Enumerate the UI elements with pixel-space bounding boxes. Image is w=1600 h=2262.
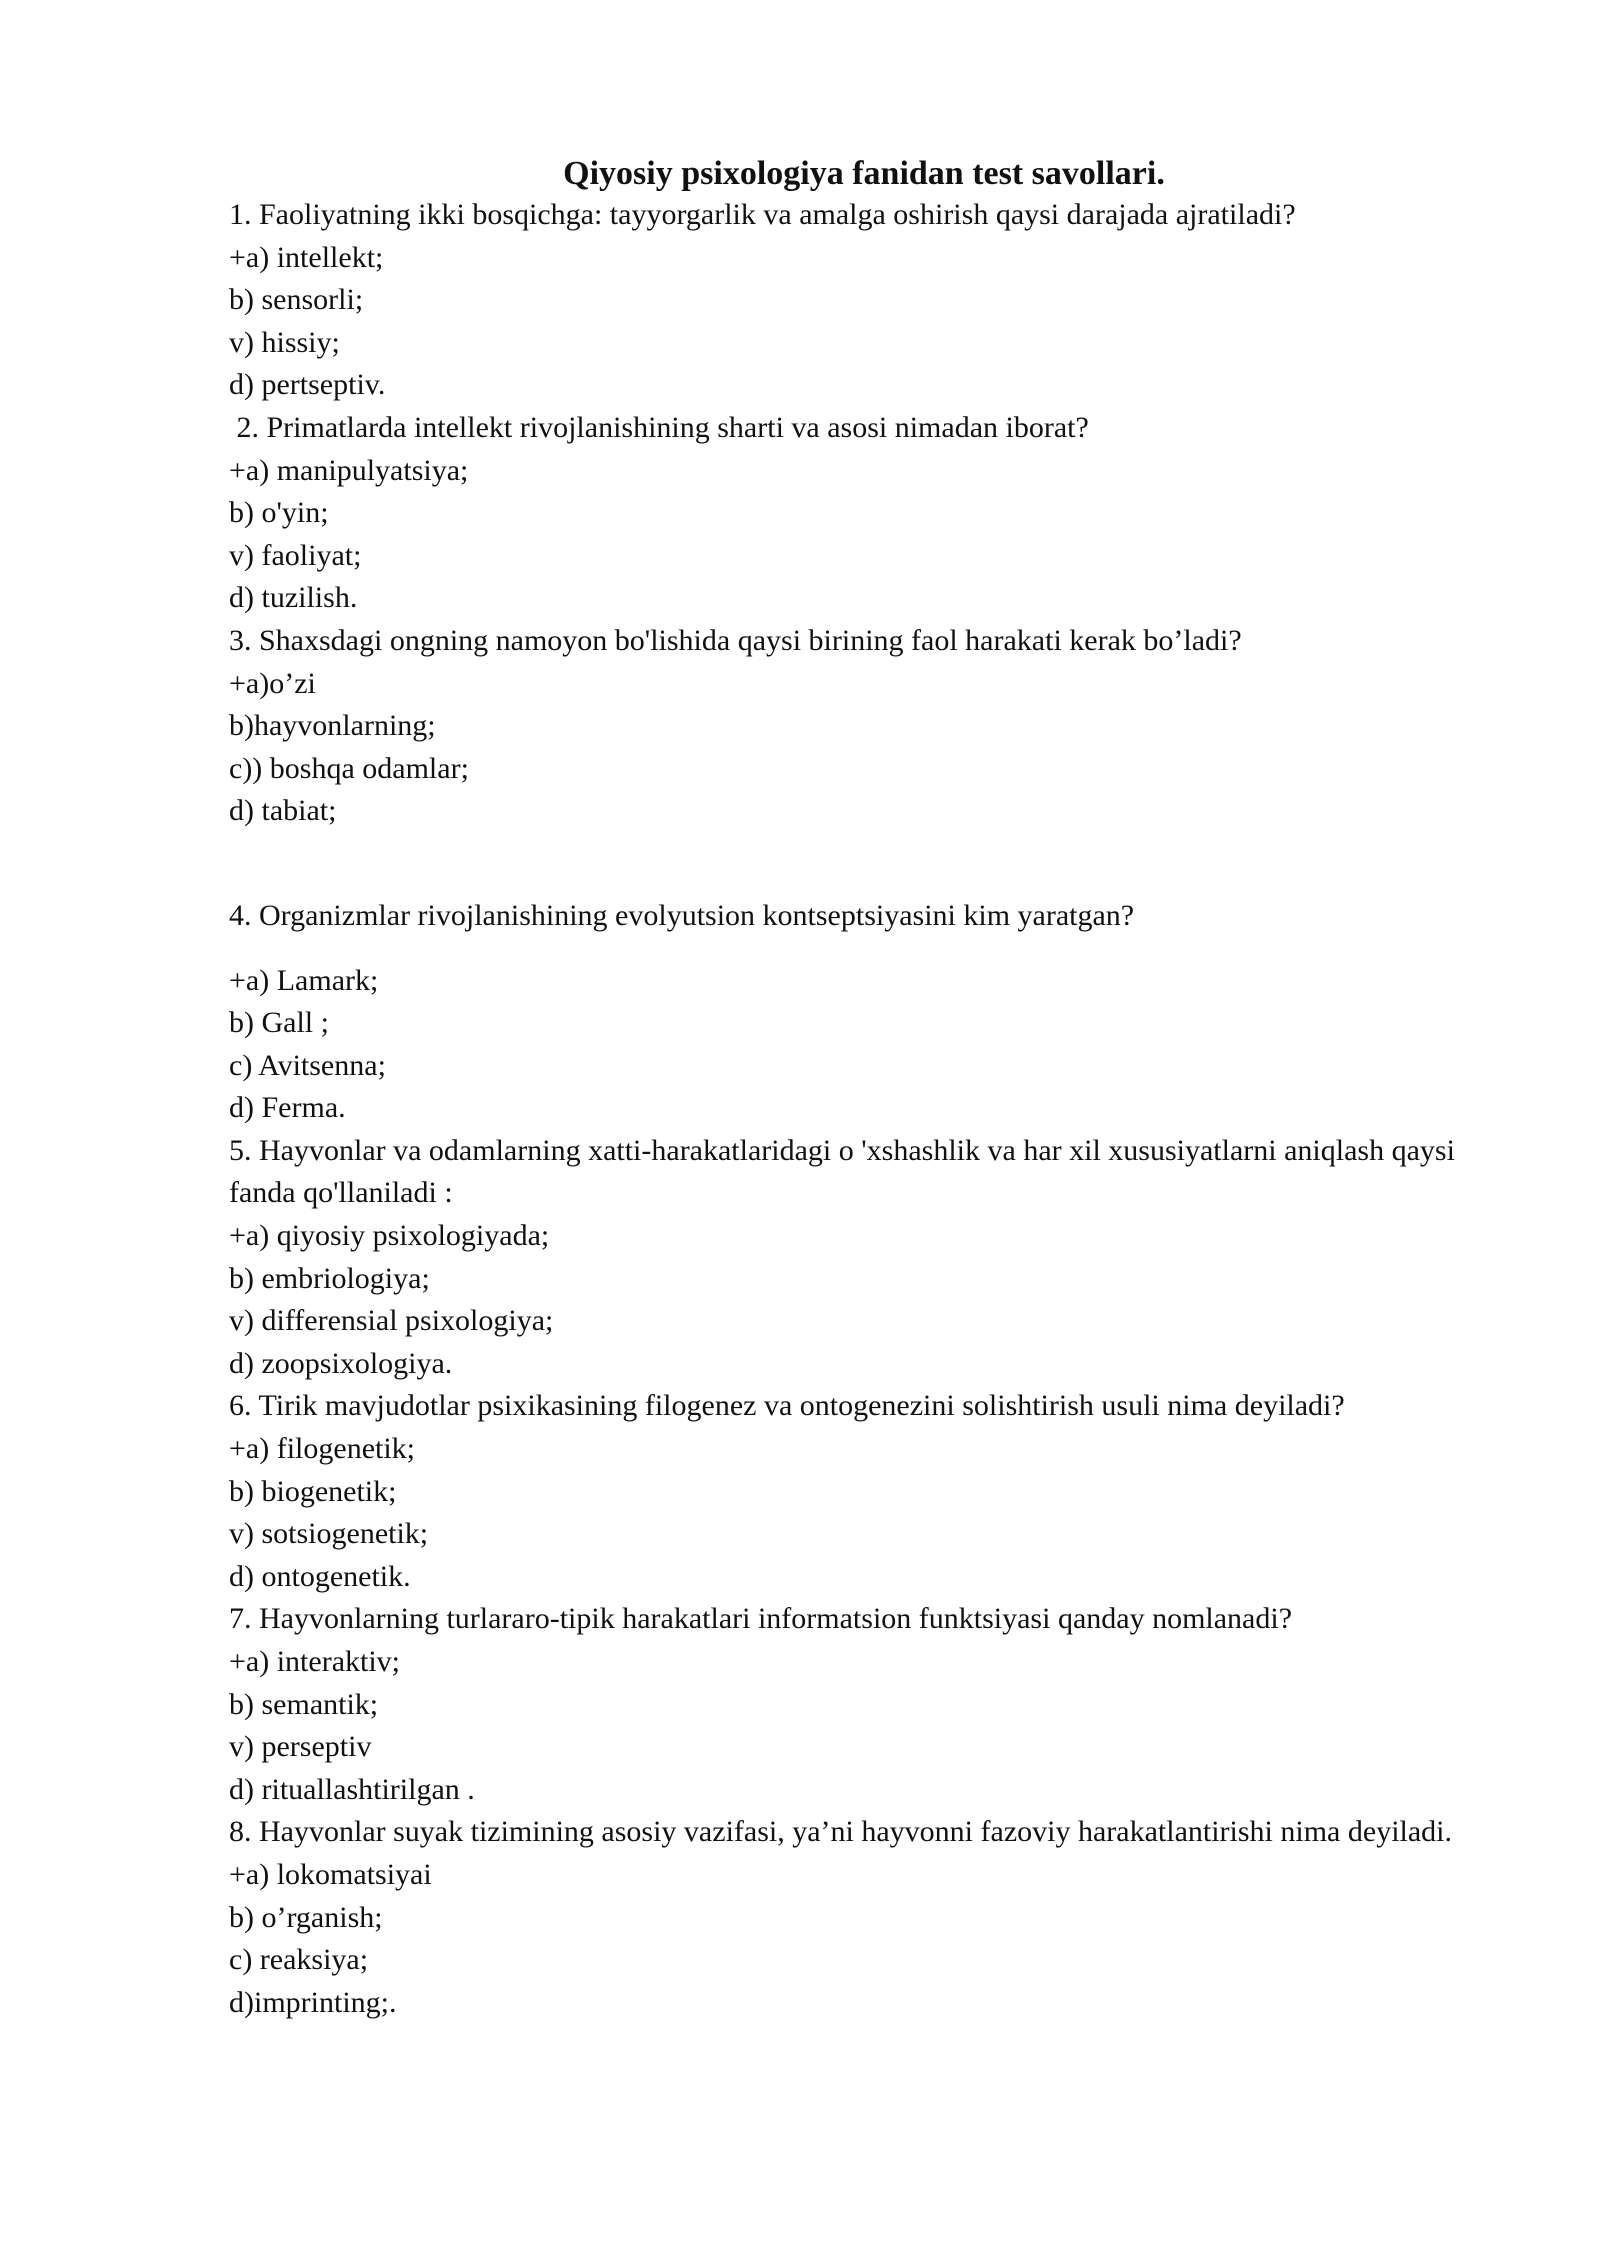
question-3 — [229, 620, 1499, 833]
question-8 — [229, 1811, 1499, 2024]
answer-option: c)) boshqa odamlar; — [229, 751, 469, 785]
question-text: 6. Tirik mavjudotlar psixikasining filogenez va ontogenezini solishtirish usuli nima deyiladi? — [229, 1389, 1345, 1423]
question-text: 5. Hayvonlar va odamlarning xatti-harakatlaridagi o 'xshashlik va har xil xususiyatlarni aniqlash qaysi fanda qo'llaniladi : — [229, 1133, 1463, 1210]
document-page — [229, 152, 1529, 2024]
answer-option: +a) manipulyatsiya; — [229, 453, 469, 487]
answer-option: +a) Lamark; — [229, 963, 379, 997]
document-title: Qiyosiy psixologiya fanidan test savollari. — [563, 155, 1165, 192]
answer-option: b) Gall ; — [229, 1006, 329, 1040]
answer-option: d) tuzilish. — [229, 581, 358, 615]
answer-option: b) semantik; — [229, 1687, 379, 1721]
question-text: 7. Hayvonlarning turlararo-tipik harakatlari informatsion funktsiyasi qanday nomlanadi? — [229, 1602, 1293, 1636]
question-5 — [229, 1130, 1499, 1386]
answer-option: d) tabiat; — [229, 794, 337, 828]
answer-option: +a) interaktiv; — [229, 1645, 401, 1678]
answer-option: v) faoliyat; — [229, 538, 362, 572]
question-text: 2. Primatlarda intellekt rivojlanishining sharti va asosi nimadan iborat? — [229, 410, 1089, 444]
question-text: 1. Faoliyatning ikki bosqichga: tayyorgarlik va amalga oshirish qaysi darajada ajratiladi? — [229, 198, 1296, 231]
answer-option: c) reaksiya; — [229, 1943, 369, 1977]
answer-option: b) o'yin; — [229, 496, 329, 530]
answer-option: +a)o’zi — [229, 666, 316, 700]
answer-option: b)hayvonlarning; — [229, 709, 436, 743]
answer-option: v) hissiy; — [229, 325, 340, 359]
answer-option: +a) qiyosiy psixologiyada; — [229, 1219, 550, 1253]
answer-option: v) sotsiogenetik; — [229, 1517, 429, 1551]
answer-option: d) pertseptiv. — [229, 368, 386, 402]
answer-option: c) Avitsenna; — [229, 1048, 386, 1082]
answer-option: v) perseptiv — [229, 1730, 372, 1764]
answer-option: b) o’rganish; — [229, 1900, 383, 1934]
blank-spacer — [229, 833, 1529, 895]
answer-option: d)imprinting;. — [229, 1985, 397, 2019]
answer-option: b) biogenetik; — [229, 1474, 397, 1508]
answer-option: +a) intellekt; — [229, 240, 384, 274]
question-7 — [229, 1598, 1499, 1811]
question-2 — [229, 407, 1499, 620]
answer-option: +a) lokomatsiyai — [229, 1857, 432, 1891]
question-text: 3. Shaxsdagi ongning namoyon bo'lishida qaysi birining faol harakati kerak bo’ladi? — [229, 623, 1242, 657]
question-text: 4. Organizmlar rivojlanishining evolyutsion kontseptsiyasini kim yaratgan? — [229, 898, 1135, 932]
question-6 — [229, 1385, 1499, 1598]
question-4 — [229, 895, 1499, 1130]
question-text: 8. Hayvonlar suyak tizimining asosiy vazifasi, ya’ni hayvonni fazoviy harakatlantirishi nima deyiladi. — [229, 1815, 1453, 1849]
question-1 — [229, 194, 1499, 407]
answer-option: +a) filogenetik; — [229, 1432, 416, 1466]
answer-option: d) rituallashtirilgan . — [229, 1772, 475, 1806]
answer-option: d) zoopsixologiya. — [229, 1346, 453, 1380]
answer-option: b) embriologiya; — [229, 1261, 430, 1295]
answer-option: v) differensial psixologiya; — [229, 1304, 554, 1338]
answer-option: b) sensorli; — [229, 283, 364, 317]
answer-option: d) ontogenetik. — [229, 1559, 411, 1593]
answer-option: d) Ferma. — [229, 1091, 346, 1125]
